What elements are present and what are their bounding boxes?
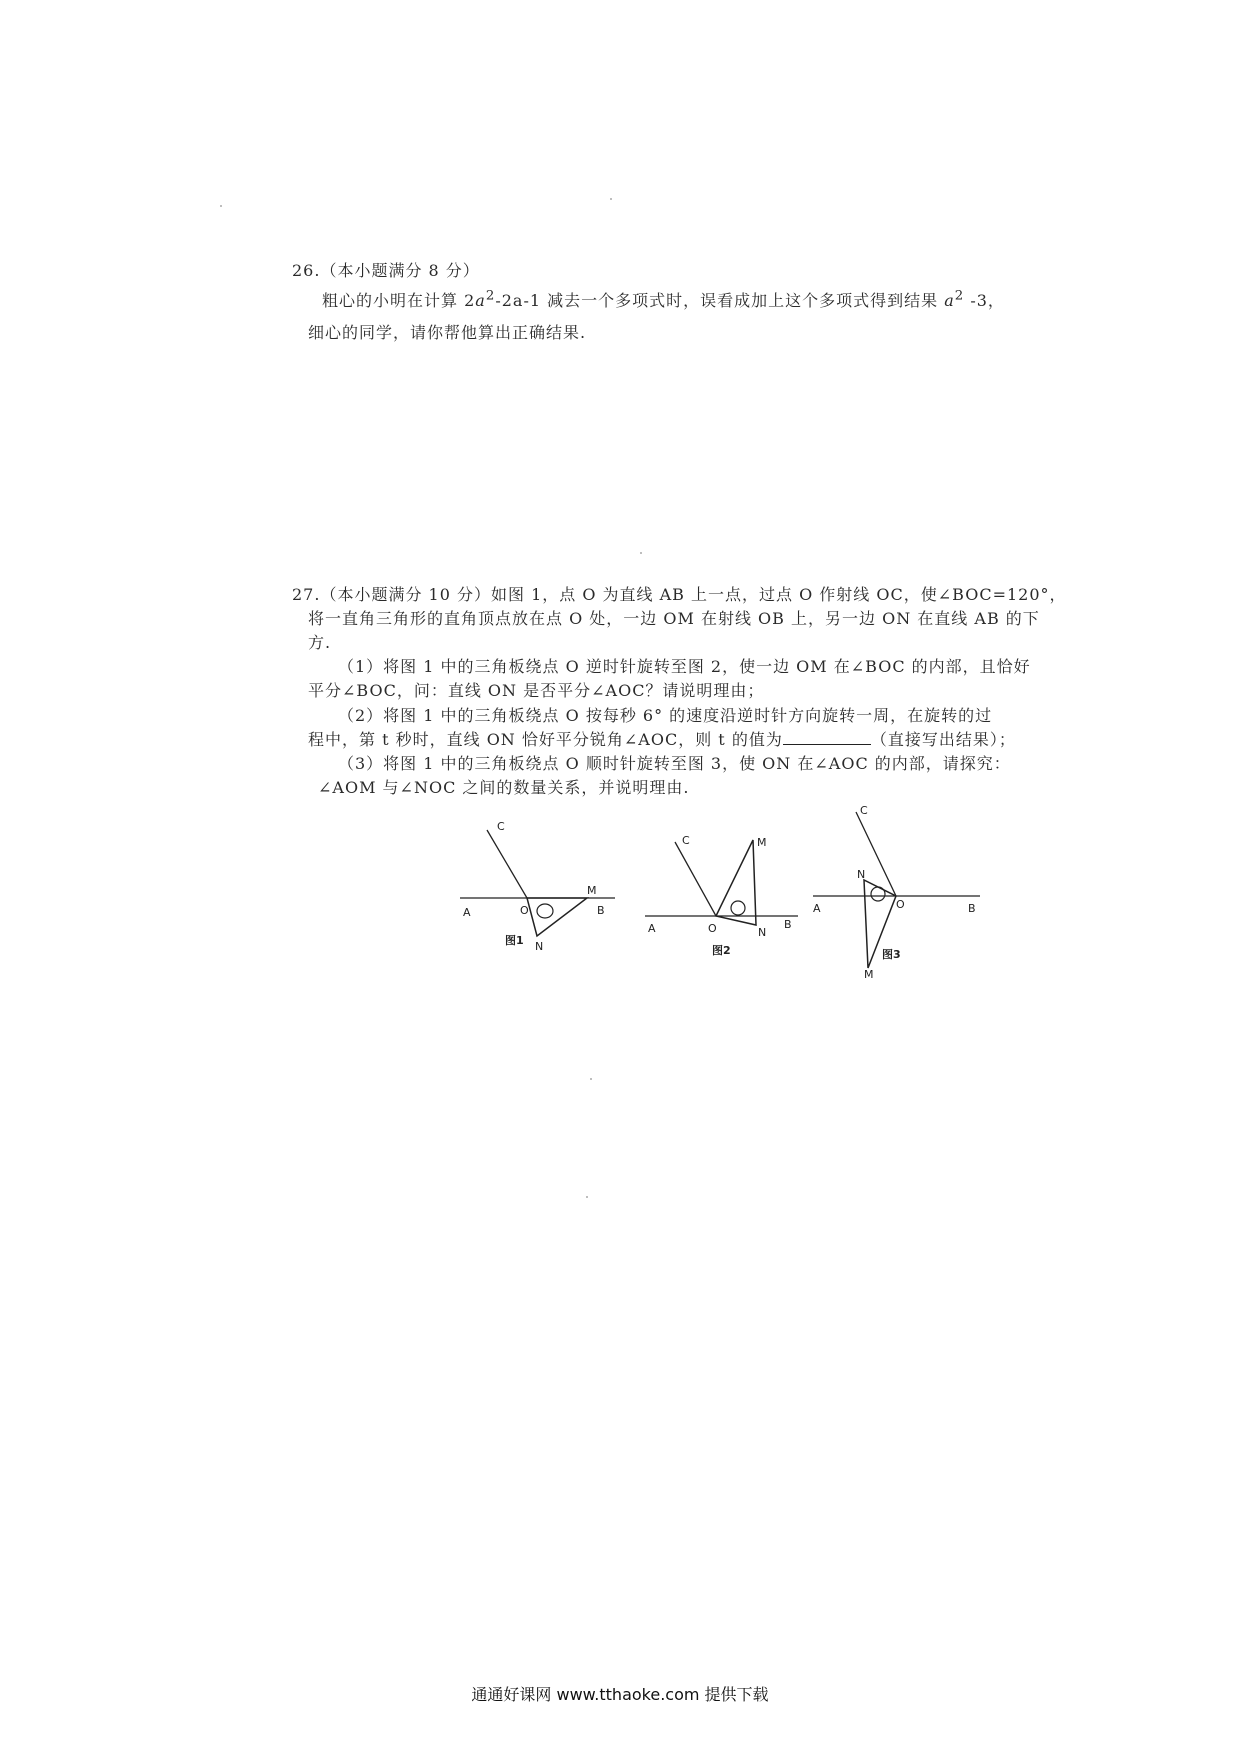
set-square <box>716 840 756 925</box>
label-c: C <box>860 804 868 817</box>
label-o: O <box>708 922 717 935</box>
label-o: O <box>896 898 905 911</box>
answer-blank[interactable] <box>783 730 871 745</box>
q26-text-a: 粗心的小明在计算 2 <box>322 291 476 310</box>
set-square <box>527 898 587 936</box>
q27-p1-line2: 平分∠BOC，问：直线 ON 是否平分∠AOC？请说明理由； <box>308 681 765 700</box>
q27-p2-line2 <box>308 727 1016 750</box>
label-a: A <box>813 902 821 915</box>
q27-header: 27.（本小题满分 10 分）如图 1，点 O 为直线 AB 上一点，过点 O 作射线 OC，使∠BOC=120°， <box>292 585 1067 604</box>
q26-text-c: -3， <box>964 291 1005 310</box>
q27-p2-line1: （2）将图 1 中的三角板绕点 O 按每秒 6° 的速度沿逆时针方向旋转一周，在旋转的过 <box>338 706 993 725</box>
q27-line2: 将一直角三角形的直角顶点放在点 O 处，一边 OM 在射线 OB 上，另一边 ON 在直线 AB 的下 <box>308 609 1040 628</box>
q27-p2-text: 程中，第 t 秒时，直线 ON 恰好平分锐角∠AOC，则 t 的值为 <box>308 730 783 749</box>
q26-var-a2: a <box>944 291 955 310</box>
q26-text-b: -2a-1 减去一个多项式时，误看成加上这个多项式得到结果 <box>495 291 945 310</box>
scan-speck <box>640 552 642 554</box>
figure-2 <box>640 820 820 960</box>
label-m: M <box>587 884 597 897</box>
q26-var-a: a <box>475 291 486 310</box>
figure-3 <box>808 800 988 980</box>
figure-1 <box>455 818 635 958</box>
label-c: C <box>682 834 690 847</box>
scan-speck <box>590 1078 592 1080</box>
figure-caption: 图3 <box>882 948 901 961</box>
label-b: B <box>968 902 976 915</box>
label-n: N <box>535 940 544 953</box>
label-a: A <box>463 906 471 919</box>
ray-oc <box>487 830 527 898</box>
label-o: O <box>520 904 529 917</box>
label-n: N <box>758 926 767 939</box>
q26-sup-b: 2 <box>954 288 965 304</box>
q26-line1 <box>322 288 1005 311</box>
figure-3-diagram <box>808 800 988 980</box>
set-square-hole <box>731 901 745 915</box>
label-b: B <box>597 904 605 917</box>
figure-caption: 图2 <box>712 944 731 957</box>
label-m: M <box>864 968 874 980</box>
q26-line2: 细心的同学，请你帮他算出正确结果. <box>308 323 587 342</box>
footer-text: 通通好课网 www.tthaoke.com 提供下载 <box>471 1685 769 1704</box>
scan-speck <box>610 198 612 200</box>
label-n: N <box>857 868 866 881</box>
q26-sup-a: 2 <box>485 288 496 304</box>
scan-speck <box>220 205 222 207</box>
figure-caption: 图1 <box>505 934 524 947</box>
ray-oc <box>856 812 896 896</box>
q27-line3: 方. <box>308 633 332 652</box>
label-a: A <box>648 922 656 935</box>
q27-p1-line1: （1）将图 1 中的三角板绕点 O 逆时针旋转至图 2，使一边 OM 在∠BOC 的内部，且恰好 <box>338 657 1031 676</box>
set-square-hole <box>537 904 553 918</box>
q27-p3-line1: （3）将图 1 中的三角板绕点 O 顺时针旋转至图 3，使 ON 在∠AOC 的内部，请探究： <box>338 754 1011 773</box>
q26-header: 26.（本小题满分 8 分） <box>292 261 480 280</box>
label-c: C <box>497 820 505 833</box>
scan-speck <box>586 1196 588 1198</box>
set-square-hole <box>871 887 885 901</box>
figure-2-diagram <box>640 820 820 960</box>
q27-p3-line2: ∠AOM 与∠NOC 之间的数量关系，并说明理由. <box>318 778 690 797</box>
label-b: B <box>784 918 792 931</box>
label-m: M <box>757 836 767 849</box>
ray-oc <box>675 842 716 916</box>
figure-1-diagram <box>455 818 635 958</box>
q27-p2-suffix: （直接写出结果）； <box>870 730 1016 749</box>
